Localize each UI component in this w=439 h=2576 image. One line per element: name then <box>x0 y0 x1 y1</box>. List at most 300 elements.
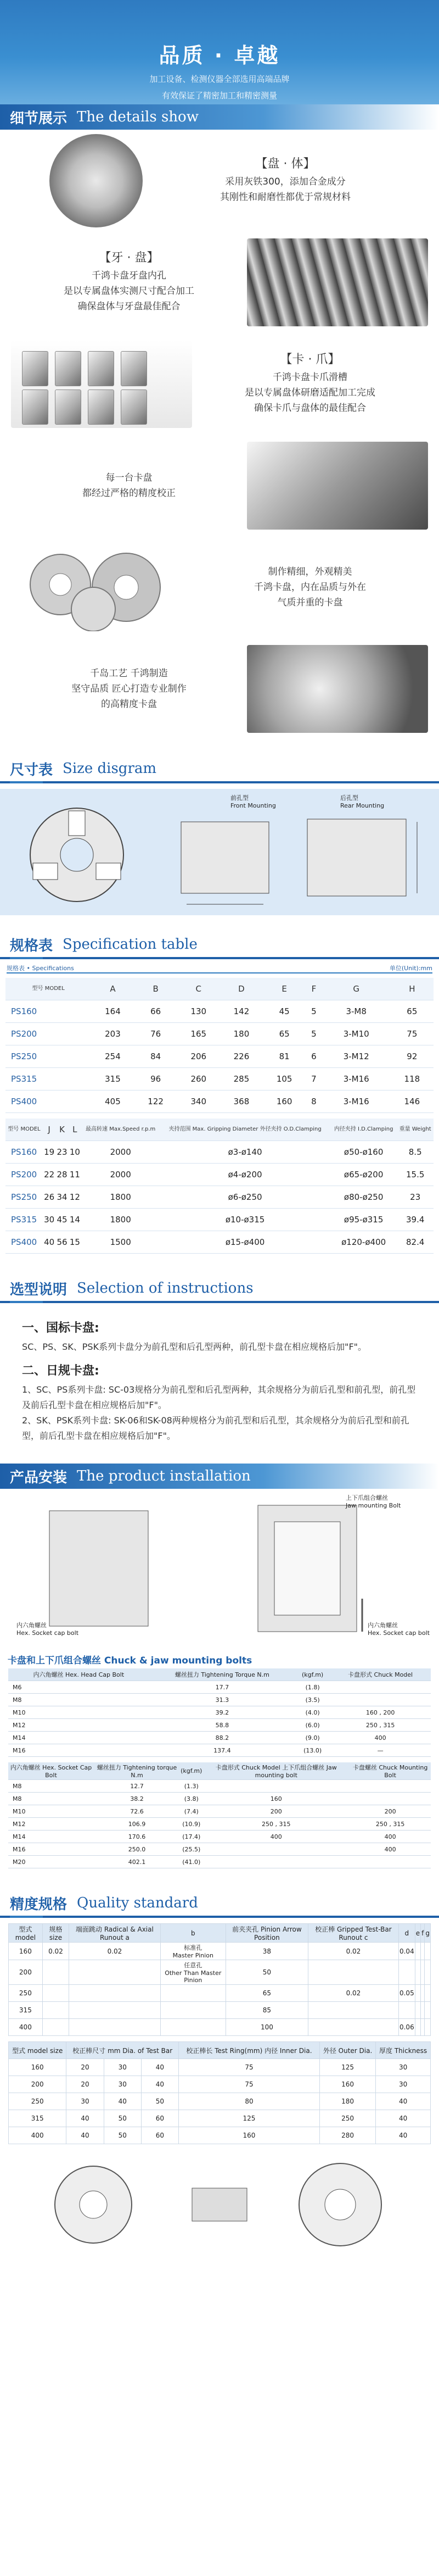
table-cell: ø65-ø200 <box>330 1164 397 1186</box>
table-cell: 65 <box>226 1985 308 2002</box>
table-row <box>5 1164 434 1186</box>
col-header: f <box>421 1924 425 1943</box>
hero-title: 品质 · 卓越 <box>159 43 280 68</box>
table-cell: 23 <box>397 1186 434 1209</box>
table-cell: 250 <box>9 2093 66 2110</box>
col-header: 内六角螺丝 Hex. Head Cap Bolt <box>8 1668 149 1681</box>
chuck-group-photo <box>11 543 192 631</box>
col-header: 校正棒 Gripped Test-Bar Runout c <box>308 1924 398 1943</box>
col-header: e <box>415 1924 420 1943</box>
master-pinion-label: 标准孔 Master Pinion <box>160 1943 226 1960</box>
table-cell: 96 <box>134 1068 177 1091</box>
col-header: (kgf.m) <box>180 1762 202 1780</box>
table-cell <box>160 1985 226 2002</box>
bolt-table-1-header <box>8 1668 431 1681</box>
table-cell: 400 <box>330 1732 431 1744</box>
detail-title: 【盘 · 体】 <box>255 157 316 171</box>
table-row <box>9 2059 431 2076</box>
table-cell: 170.6 <box>94 1831 180 1843</box>
jaw-bolt-label: 上下爪组合螺丝 Jaw mounting Bolt <box>346 1494 401 1509</box>
table-row <box>8 1706 431 1719</box>
table-cell: 39.4 <box>397 1209 434 1231</box>
table-cell <box>202 1856 350 1868</box>
table-cell: 30 <box>43 1209 55 1231</box>
calibration-photo <box>247 442 428 530</box>
table-cell: 40 <box>376 2127 431 2144</box>
detail-appearance-text <box>192 564 428 610</box>
table-cell: 15.5 <box>397 1164 434 1186</box>
table-cell: 160 , 200 <box>330 1706 431 1719</box>
table-cell: 38 <box>226 1943 308 1960</box>
col-header: 规格 size <box>42 1924 69 1943</box>
table-cell: 8 <box>306 1091 322 1113</box>
table-cell: 5 <box>306 1000 322 1023</box>
table-row <box>9 2002 431 2019</box>
detail-scroll <box>0 231 439 333</box>
details-heading-en: The details show <box>77 109 199 125</box>
table-cell: 10 <box>69 1141 81 1164</box>
table-cell: (7.4) <box>180 1805 202 1818</box>
detail-line: 都经过严格的精度校正 <box>82 487 176 499</box>
table-cell: 20 <box>66 2059 104 2076</box>
detail-line: 是以专属盘体研磨适配加工完成 <box>245 387 375 398</box>
table-cell: 50 <box>104 2110 141 2127</box>
detail-body-text <box>143 157 428 205</box>
table-cell: 6 <box>306 1045 322 1068</box>
table-row <box>5 1231 434 1254</box>
spec-table-1 <box>5 978 434 1113</box>
bolt-table-2-header <box>8 1762 431 1780</box>
table-cell: 30 <box>376 2059 431 2076</box>
detail-line: 制作精细，外观精美 <box>268 566 352 577</box>
detail-craft <box>0 638 439 739</box>
table-cell: 180 <box>220 1023 263 1045</box>
col-header: D <box>220 978 263 1000</box>
table-row <box>5 1000 434 1023</box>
col-header: 型式 model <box>9 1924 43 1943</box>
table-cell: 92 <box>391 1045 434 1068</box>
table-cell <box>308 2019 398 2036</box>
table-row <box>9 1943 431 1960</box>
table-cell: 20 <box>66 2076 104 2093</box>
spec-caption-right: 单位(Unit):mm <box>389 965 432 972</box>
selection-paragraph: 1、SC、PS系列卡盘: SC-03规格分为前孔型和后孔型两种，其余规格分为前后孔型和前孔型，前孔型及前后孔型卡盘在相应规格后加"F"。 <box>22 1384 416 1410</box>
table-cell: 0.06 <box>398 2019 415 2036</box>
table-row <box>8 1744 431 1757</box>
table-cell: 340 <box>177 1091 220 1113</box>
detail-line: 千鸿卡盘卡爪滑槽 <box>273 371 347 383</box>
detail-scroll-text <box>11 251 247 314</box>
table-cell: 400 <box>202 1831 350 1843</box>
table-row <box>9 1960 431 1985</box>
col-header: E <box>263 978 306 1000</box>
table-row <box>9 2019 431 2036</box>
table-row <box>8 1856 431 1868</box>
hex-bolt-label-right: 内六角螺丝 Hex. Socket cap bolt <box>368 1622 430 1637</box>
table-cell: 250.0 <box>94 1843 180 1856</box>
table-cell <box>350 1780 431 1793</box>
detail-line: 千鸿卡盘，内在品质与外在 <box>254 581 366 593</box>
details-heading <box>0 104 439 130</box>
install-heading-en: The product installation <box>77 1468 251 1484</box>
table-cell: 38.2 <box>94 1793 180 1805</box>
col-header: B <box>134 978 177 1000</box>
col-header: 夹持范围 Max. Gripping Diameter 外径夹持 O.D.Clamping <box>160 1119 330 1141</box>
table-cell: 30 <box>104 2059 141 2076</box>
table-row <box>8 1694 431 1706</box>
hero-banner <box>0 0 439 104</box>
table-cell: 39.2 <box>149 1706 295 1719</box>
table-cell: 40 <box>43 1231 55 1254</box>
col-header: J <box>43 1119 55 1141</box>
col-header: 型号 MODEL <box>5 1119 43 1141</box>
spec-heading <box>0 932 439 959</box>
table-cell <box>421 1985 425 2002</box>
col-header: L <box>69 1119 81 1141</box>
col-header: G <box>322 978 391 1000</box>
table-cell <box>415 2002 420 2019</box>
table-cell: 315 <box>91 1068 134 1091</box>
table-cell: 118 <box>391 1068 434 1091</box>
table-cell: 285 <box>220 1068 263 1091</box>
table-cell: 250 <box>319 2110 375 2127</box>
table-cell: PS160 <box>5 1000 91 1023</box>
detail-calibration <box>0 435 439 536</box>
table-cell: 250 , 315 <box>330 1719 431 1732</box>
table-cell: 3-M12 <box>322 1045 391 1068</box>
table-cell: 12.7 <box>94 1780 180 1793</box>
table-cell: PS250 <box>5 1045 91 1068</box>
table-cell: 65 <box>391 1000 434 1023</box>
table-cell: 28 <box>55 1164 68 1186</box>
table-cell <box>69 2002 160 2019</box>
detail-line: 气质并重的卡盘 <box>277 597 343 608</box>
table-cell: M14 <box>8 1831 94 1843</box>
col-header: 卡盘螺丝 Chuck Mounting Bolt <box>350 1762 431 1780</box>
table-cell: 0.05 <box>398 1985 415 2002</box>
table-cell <box>42 2002 69 2019</box>
table-cell: 315 <box>9 2110 66 2127</box>
table-cell: 100 <box>226 2019 308 2036</box>
table-cell: 160 <box>9 1943 43 1960</box>
table-cell: 400 <box>350 1843 431 1856</box>
detail-line: 千岛工艺 千鸿制造 <box>90 667 168 679</box>
table-cell: (4.0) <box>295 1706 330 1719</box>
jaw-block <box>55 351 81 386</box>
table-cell: 23 <box>55 1141 68 1164</box>
table-cell: 50 <box>226 1960 308 1985</box>
table-cell: 165 <box>177 1023 220 1045</box>
table-row <box>8 1843 431 1856</box>
table-cell: (13.0) <box>295 1744 330 1757</box>
col-header: A <box>91 978 134 1000</box>
install-diagram <box>0 1489 439 1648</box>
table-cell <box>421 2019 425 2036</box>
table-cell: 130 <box>177 1000 220 1023</box>
table-cell: ø50-ø160 <box>330 1141 397 1164</box>
table-cell: 3-M8 <box>322 1000 391 1023</box>
col-header: H <box>391 978 434 1000</box>
table-row <box>9 2076 431 2093</box>
table-row <box>8 1793 431 1805</box>
jaw-block <box>22 390 48 425</box>
table-cell: 66 <box>134 1000 177 1023</box>
table-cell: PS200 <box>5 1164 43 1186</box>
table-cell: — <box>330 1744 431 1757</box>
table-row <box>9 2127 431 2144</box>
precision-table-header <box>9 1924 431 1943</box>
table-cell: 40 <box>141 2076 178 2093</box>
col-header: 最高转速 Max.Speed r.p.m <box>81 1119 160 1141</box>
jaws-photo <box>11 340 192 428</box>
detail-calibration-text <box>11 470 247 501</box>
selection-paragraph: 2、SK、PSK系列卡盘: SK-06和SK-08两种规格分为前孔型和后孔型，其余规格分为前后孔型和前孔型，前后孔型卡盘在相应规格后加"F"。 <box>22 1415 409 1441</box>
col-header: b <box>160 1924 226 1943</box>
table-cell: 160 <box>9 2059 66 2076</box>
table-cell: 0.02 <box>69 1943 160 1960</box>
table-cell: 250 , 315 <box>202 1818 350 1831</box>
table-cell <box>415 2019 420 2036</box>
col-header: 螺丝扭力 Tightening torque N.m <box>94 1762 180 1780</box>
table-cell: 160 <box>319 2076 375 2093</box>
table-cell: 45 <box>263 1000 306 1023</box>
table-cell: ø80-ø250 <box>330 1186 397 1209</box>
table-cell: 75 <box>179 2076 320 2093</box>
table-cell: M12 <box>8 1719 149 1732</box>
table-cell: (1.8) <box>295 1681 330 1694</box>
table-row <box>5 1209 434 1231</box>
chuck-group-drawing <box>11 543 192 631</box>
table-cell: 40 <box>141 2059 178 2076</box>
table-cell: 12 <box>69 1186 81 1209</box>
table-cell: 40 <box>66 2110 104 2127</box>
selection-subheading: 二、日规卡盘: <box>22 1364 99 1378</box>
test-bar-table-header <box>9 2042 431 2059</box>
table-cell: ø120-ø400 <box>330 1231 397 1254</box>
table-cell <box>69 2019 160 2036</box>
table-cell <box>425 2019 431 2036</box>
table-cell: 30 <box>376 2076 431 2093</box>
table-row <box>8 1719 431 1732</box>
hero-subtitle-1: 加工设备、检测仪器全部选用高端品牌 <box>149 74 290 84</box>
table-cell: 200 <box>9 2076 66 2093</box>
table-cell: M16 <box>8 1843 94 1856</box>
table-cell: 75 <box>391 1023 434 1045</box>
table-cell: M20 <box>8 1856 94 1868</box>
table-cell: 40 <box>104 2093 141 2110</box>
col-header: K <box>55 1119 68 1141</box>
table-cell: 60 <box>141 2127 178 2144</box>
table-row <box>9 2110 431 2127</box>
table-cell: 105 <box>263 1068 306 1091</box>
size-heading-en: Size disgram <box>63 760 157 777</box>
table-cell: ø95-ø315 <box>330 1209 397 1231</box>
table-row <box>5 1068 434 1091</box>
table-row <box>5 1186 434 1209</box>
table-cell: 1800 <box>81 1186 160 1209</box>
jaw-block <box>88 351 114 386</box>
table-cell: PS400 <box>5 1091 91 1113</box>
col-header: 厚度 Thickness <box>376 2042 431 2059</box>
precision-heading-en: Quality standard <box>77 1895 198 1911</box>
selection-paragraph: SC、PS、SK、PSK系列卡盘分为前孔型和后孔型两种，前孔型卡盘在相应规格后加"F"。 <box>22 1342 367 1352</box>
chuck-closeup-photo <box>247 645 428 733</box>
precision-heading <box>0 1890 439 1918</box>
col-header: 端面跳动 Radical & Axial Runout a <box>69 1924 160 1943</box>
table-row <box>5 1141 434 1164</box>
detail-line: 千鸿卡盘牙盘内孔 <box>92 270 166 281</box>
table-cell: 180 <box>319 2093 375 2110</box>
table-cell: (3.8) <box>180 1793 202 1805</box>
table-cell: 58.8 <box>149 1719 295 1732</box>
table-cell: M10 <box>8 1805 94 1818</box>
size-diagram <box>0 789 439 915</box>
col-header: 卡盘形式 Chuck Model <box>330 1668 431 1681</box>
scroll-plate-photo <box>247 238 428 326</box>
table-cell <box>330 1681 431 1694</box>
col-header: 型式 model size <box>9 2042 66 2059</box>
other-pinion-label: 任意孔 Other Than Master Pinion <box>160 1960 226 1985</box>
table-cell: (41.0) <box>180 1856 202 1868</box>
table-cell: 19 <box>43 1141 55 1164</box>
table-cell: ø15-ø400 <box>160 1231 330 1254</box>
table-cell: 34 <box>55 1186 68 1209</box>
table-cell: (17.4) <box>180 1831 202 1843</box>
table-cell: 3-M10 <box>322 1023 391 1045</box>
table-cell <box>42 1985 69 2002</box>
table-cell: 2000 <box>81 1141 160 1164</box>
test-bar-table <box>8 2041 431 2144</box>
table-cell: M14 <box>8 1732 149 1744</box>
table-cell: 160 <box>263 1091 306 1113</box>
table-cell: 56 <box>55 1231 68 1254</box>
bolt-table-2 <box>8 1762 431 1868</box>
table-cell: 40 <box>66 2127 104 2144</box>
table-cell <box>42 1960 69 1985</box>
table-cell: M10 <box>8 1706 149 1719</box>
table-cell: 400 <box>9 2019 43 2036</box>
col-header: 内六角螺丝 Hex. Socket Cap Bolt <box>8 1762 94 1780</box>
col-header: d <box>398 1924 415 1943</box>
table-cell: (10.9) <box>180 1818 202 1831</box>
size-heading-cn: 尺寸表 <box>10 759 53 779</box>
table-cell: (9.0) <box>295 1732 330 1744</box>
jaw-block <box>88 390 114 425</box>
hex-bolt-label-left: 内六角螺丝 Hex. Socket cap bolt <box>16 1622 79 1637</box>
detail-line: 坚守品质 匠心打造专业制作 <box>71 683 187 694</box>
table-row <box>8 1805 431 1818</box>
table-cell: 7 <box>306 1068 322 1091</box>
col-header: 型号 MODEL <box>5 978 91 1000</box>
table-cell <box>421 2002 425 2019</box>
table-cell: ø6-ø250 <box>160 1186 330 1209</box>
table-cell: 65 <box>263 1023 306 1045</box>
table-cell: PS160 <box>5 1141 43 1164</box>
table-cell: M6 <box>8 1681 149 1694</box>
table-cell <box>69 1960 160 1985</box>
table-cell: (6.0) <box>295 1719 330 1732</box>
table-cell: 250 <box>9 1985 43 2002</box>
table-cell: 15 <box>69 1231 81 1254</box>
table-cell: 146 <box>391 1091 434 1113</box>
table-cell: (25.5) <box>180 1843 202 1856</box>
table-cell: 200 <box>9 1960 43 1985</box>
table-cell: M8 <box>8 1694 149 1706</box>
detail-line: 每一台卡盘 <box>105 472 153 483</box>
table-cell: 88.2 <box>149 1732 295 1744</box>
table-cell: 400 <box>9 2127 66 2144</box>
table-row <box>8 1780 431 1793</box>
table-cell: 200 <box>350 1805 431 1818</box>
detail-body <box>0 130 439 231</box>
table-cell: 40 <box>376 2110 431 2127</box>
table-cell: 402.1 <box>94 1856 180 1868</box>
precision-drawing-area <box>0 2150 439 2260</box>
col-header: 重量 Weight <box>397 1119 434 1141</box>
detail-line: 是以专属盘体实测尺寸配合加工 <box>64 285 194 297</box>
install-heading <box>0 1464 439 1489</box>
install-heading-cn: 产品安装 <box>10 1469 67 1486</box>
table-row <box>9 1985 431 2002</box>
selection-content <box>0 1303 439 1453</box>
table-cell: 125 <box>179 2110 320 2127</box>
col-header: C <box>177 978 220 1000</box>
precision-drawing <box>0 2150 439 2260</box>
spec-table-1-header <box>5 978 434 1000</box>
detail-line: 采用灰铁300，添加合金成分 <box>225 176 346 187</box>
details-heading-cn: 细节展示 <box>10 110 67 127</box>
table-cell: 22 <box>43 1164 55 1186</box>
table-cell: 2000 <box>81 1164 160 1186</box>
table-cell <box>425 1960 431 1985</box>
table-cell: 50 <box>141 2093 178 2110</box>
table-cell <box>69 1985 160 2002</box>
table-cell: M8 <box>8 1780 94 1793</box>
table-cell: M12 <box>8 1818 94 1831</box>
table-cell: 206 <box>177 1045 220 1068</box>
table-cell <box>350 1793 431 1805</box>
table-row <box>8 1831 431 1843</box>
col-header: 内径夹持 I.D.Clamping <box>330 1119 397 1141</box>
table-cell: 164 <box>91 1000 134 1023</box>
selection-heading-cn: 选型说明 <box>10 1278 67 1299</box>
table-cell <box>308 1960 398 1985</box>
table-cell <box>415 1943 420 1960</box>
detail-line: 其刚性和耐磨性都优于常规材料 <box>220 191 351 203</box>
front-mounting-label: 前孔型 Front Mounting <box>230 794 276 809</box>
chuck-body-photo <box>49 134 143 227</box>
table-cell <box>308 2002 398 2019</box>
col-header: 卡盘形式 Chuck Model 上下爪组合螺丝 Jaw mounting bolt <box>202 1762 350 1780</box>
table-cell: M16 <box>8 1744 149 1757</box>
table-cell <box>415 1960 420 1985</box>
table-cell: 0.02 <box>308 1943 398 1960</box>
table-cell <box>398 2002 415 2019</box>
table-cell <box>202 1780 350 1793</box>
table-row <box>8 1732 431 1744</box>
table-cell <box>160 2002 226 2019</box>
table-cell: 280 <box>319 2127 375 2144</box>
table-cell: M8 <box>8 1793 94 1805</box>
bolt-table-title: 卡盘和上下爪组合螺丝 Chuck & jaw mounting bolts <box>8 1655 252 1666</box>
table-cell <box>415 1985 420 2002</box>
table-cell: 315 <box>9 2002 43 2019</box>
spec-caption-left: 规格表 • Specifications <box>7 965 74 972</box>
table-cell: 137.4 <box>149 1744 295 1757</box>
col-header: 外径 Outer Dia. <box>319 2042 375 2059</box>
precision-heading-cn: 精度规格 <box>10 1893 67 1913</box>
table-cell: 30 <box>104 2076 141 2093</box>
